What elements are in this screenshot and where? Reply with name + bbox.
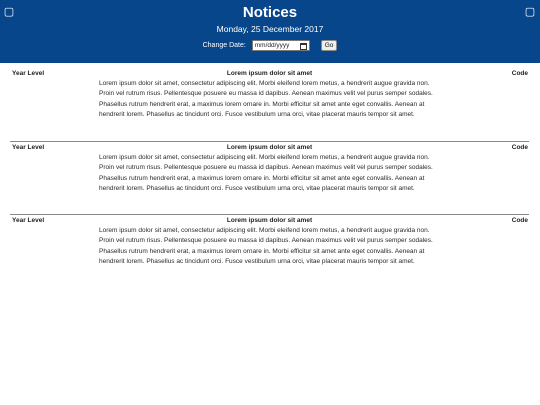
notice-year-level: Year Level [12, 144, 45, 151]
settings-icon[interactable]: ▢ [524, 5, 536, 18]
notice-header [10, 69, 529, 78]
header-bar [0, 0, 540, 63]
notice-title: Lorem ipsum dolor sit amet [226, 217, 313, 224]
date-input-placeholder: mm/dd/yyyy [254, 42, 290, 49]
date-input[interactable] [252, 40, 310, 51]
notice-body: Lorem ipsum dolor sit amet, consectetur adipiscing elit. Morbi eleifend lorem metus, a hendrerit augue gravida non. Proin vel rutrum risus. Pellentesque posuere eu massa id dapibus. Aenean maximus velit vel purus semper sodales. Phasellus rutrum hendrerit erat, a maximus lorem ornare in. Morbi efficitur sit amet ante eget convallis. Aenean at hendrerit lorem. Phasellus ac tincidunt orci. Fusce vestibulum urna orci, vitae placerat mauris tempor sit amet. [99, 227, 433, 265]
notice-item [10, 69, 529, 118]
notice-code: Code [511, 144, 528, 151]
notice-item [10, 143, 529, 192]
current-date: Monday, 25 December 2017 [216, 24, 324, 34]
notice-title: Lorem ipsum dolor sit amet [226, 144, 313, 151]
notice-header [10, 216, 529, 225]
date-controls [0, 40, 540, 51]
notice-body: Lorem ipsum dolor sit amet, consectetur adipiscing elit. Morbi eleifend lorem metus, a hendrerit augue gravida non. Proin vel rutrum risus. Pellentesque posuere eu massa id dapibus. Aenean maximus velit vel purus semper sodales. Phasellus rutrum hendrerit erat, a maximus lorem ornare in. Morbi efficitur sit amet ante eget convallis. Aenean at hendrerit lorem. Phasellus ac tincidunt orci. Fusce vestibulum urna orci, vitae placerat mauris tempor sit amet. [99, 154, 433, 192]
notice-divider [10, 141, 529, 142]
menu-icon[interactable]: ▢ [3, 5, 15, 18]
go-button[interactable]: Go [321, 40, 338, 51]
calendar-icon[interactable] [300, 43, 307, 50]
notice-year-level: Year Level [12, 217, 45, 224]
notice-title: Lorem ipsum dolor sit amet [226, 70, 313, 77]
notice-item [10, 216, 529, 265]
change-date-label: Change Date: [202, 42, 246, 49]
notice-body: Lorem ipsum dolor sit amet, consectetur adipiscing elit. Morbi eleifend lorem metus, a hendrerit augue gravida non. Proin vel rutrum risus. Pellentesque posuere eu massa id dapibus. Aenean maximus velit vel purus semper sodales. Phasellus rutrum hendrerit erat, a maximus lorem ornare in. Morbi efficitur sit amet ante eget convallis. Aenean at hendrerit lorem. Phasellus ac tincidunt orci. Fusce vestibulum urna orci, vitae placerat mauris tempor sit amet. [99, 80, 433, 118]
notice-code: Code [511, 217, 528, 224]
notice-header [10, 143, 529, 152]
notice-code: Code [511, 70, 528, 77]
notice-divider [10, 214, 529, 215]
page-title: Notices [242, 4, 298, 21]
notice-year-level: Year Level [12, 70, 45, 77]
